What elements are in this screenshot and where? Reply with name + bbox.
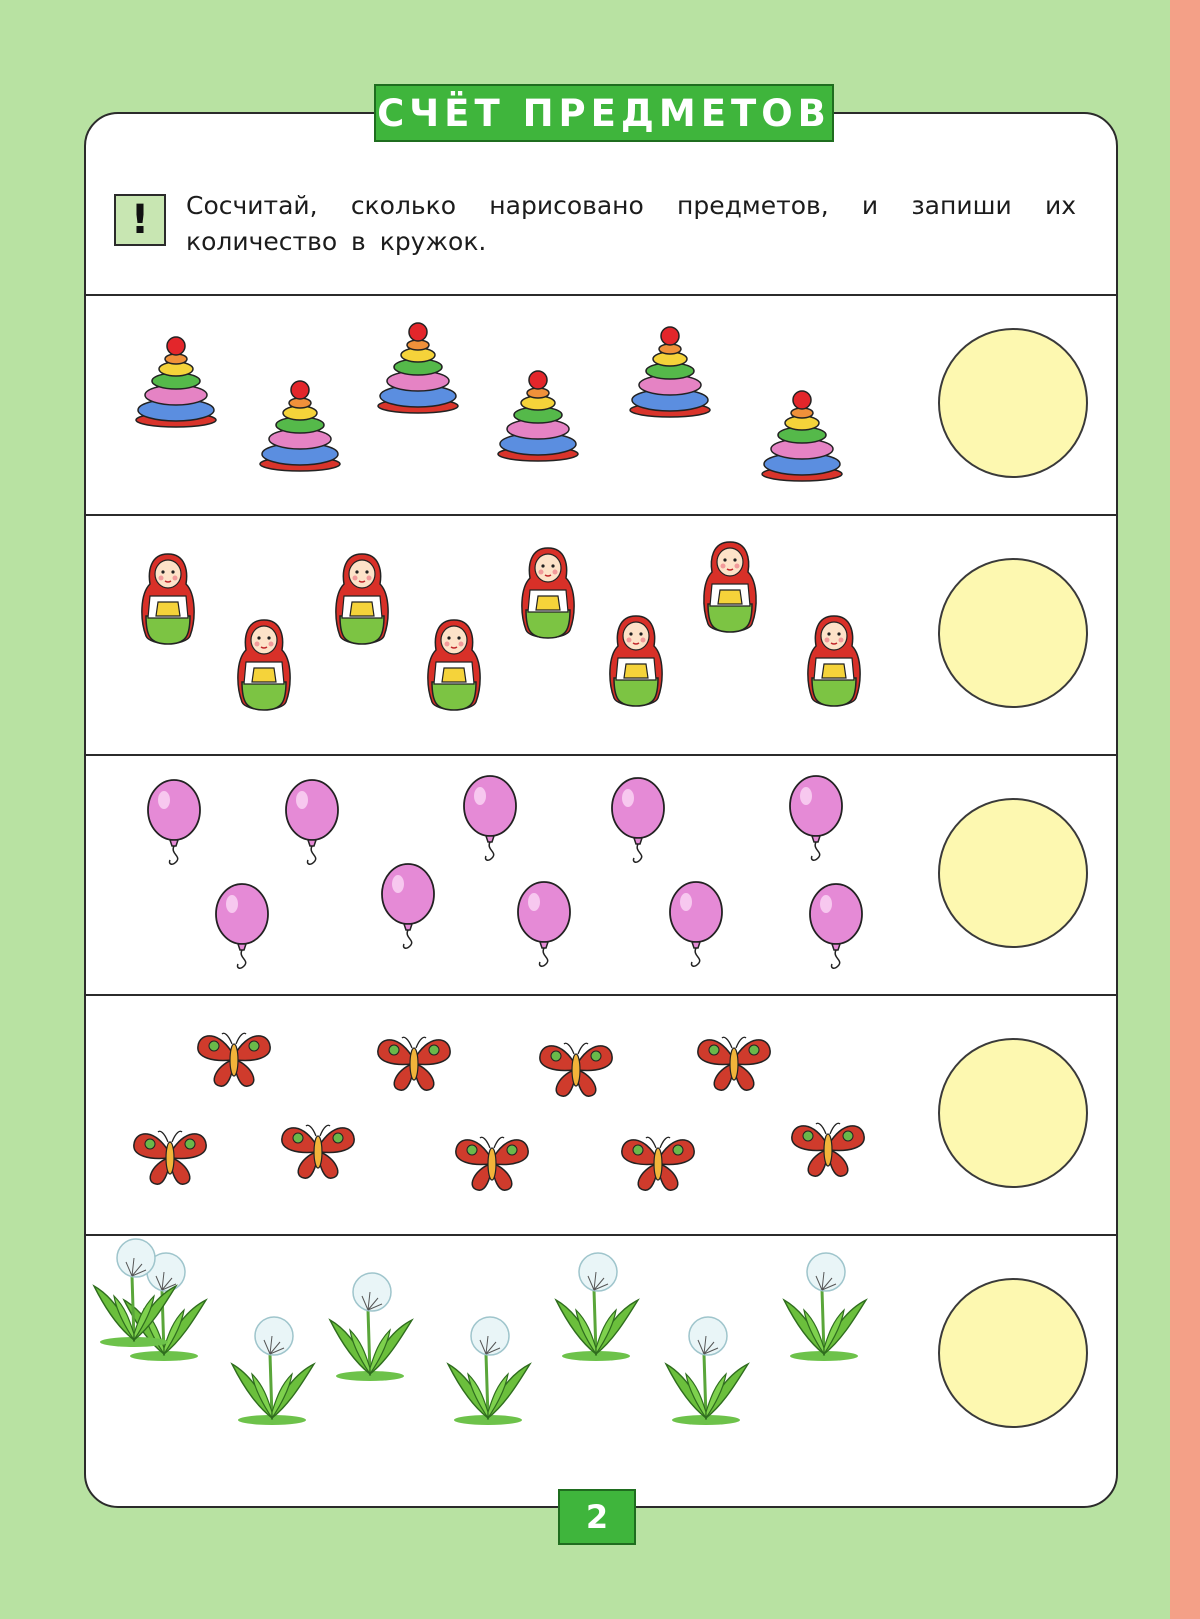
matryoshka-illustration [136,550,200,654]
answer-circle-balloons[interactable] [938,798,1088,948]
matryoshka-illustration [422,616,486,720]
butterfly-illustration [278,1114,358,1190]
butterfly-illustration [536,1032,616,1108]
matryoshka-illustration [604,612,668,716]
balloon-illustration [512,880,576,976]
matryoshka-illustration [698,538,762,642]
answer-circle-matryoshka[interactable] [938,558,1088,708]
balloon-illustration [664,880,728,976]
matryoshka-illustration [232,616,296,720]
butterfly-illustration [618,1126,698,1202]
butterfly-illustration [194,1022,274,1098]
pyramid-illustration [496,366,580,466]
butterfly-illustration [130,1120,210,1196]
instruction-text: Сосчитай, сколько нарисовано предметов, и запиши их количество в кружок. [186,191,1076,256]
worksheet-card [84,112,1118,1508]
balloon-illustration [376,862,440,958]
balloon-illustration [784,774,848,870]
side-stripe [1170,0,1200,1619]
pyramid-illustration [134,332,218,432]
balloon-illustration [804,882,868,978]
answer-circle-pyramids[interactable] [938,328,1088,478]
matryoshka-illustration [516,544,580,648]
page-title [374,84,834,142]
pyramid-illustration [258,376,342,476]
balloon-illustration [458,774,522,870]
answer-circle-dandelions[interactable] [938,1278,1088,1428]
row-balloons [86,756,1116,994]
dandelion-illustration [224,1314,320,1430]
row-matryoshka [86,516,1116,754]
row-pyramids [86,296,1116,514]
dandelion-illustration [658,1314,754,1430]
balloon-illustration [210,882,274,978]
exclamation-icon [114,194,166,246]
butterfly-illustration [374,1026,454,1102]
butterfly-illustration [452,1126,532,1202]
row-butterflies [86,996,1116,1234]
dandelion-illustration [440,1314,536,1430]
page-number: 2 [558,1489,636,1545]
balloon-illustration [142,778,206,874]
pyramid-illustration [628,322,712,422]
dandelion-illustration [548,1250,644,1366]
row-dandelions [86,1236,1116,1506]
page-title-text: СЧЁТ ПРЕДМЕТОВ [377,91,831,135]
matryoshka-illustration [330,550,394,654]
pyramid-illustration [760,386,844,486]
matryoshka-illustration [802,612,866,716]
exclamation-mark: ! [130,197,150,243]
butterfly-illustration [694,1026,774,1102]
pyramid-illustration [376,318,460,418]
butterfly-illustration [788,1112,868,1188]
dandelion-illustration [776,1250,872,1366]
dandelion-illustration [86,1236,182,1352]
balloon-illustration [280,778,344,874]
dandelion-illustration [322,1270,418,1386]
balloon-illustration [606,776,670,872]
answer-circle-butterflies[interactable] [938,1038,1088,1188]
